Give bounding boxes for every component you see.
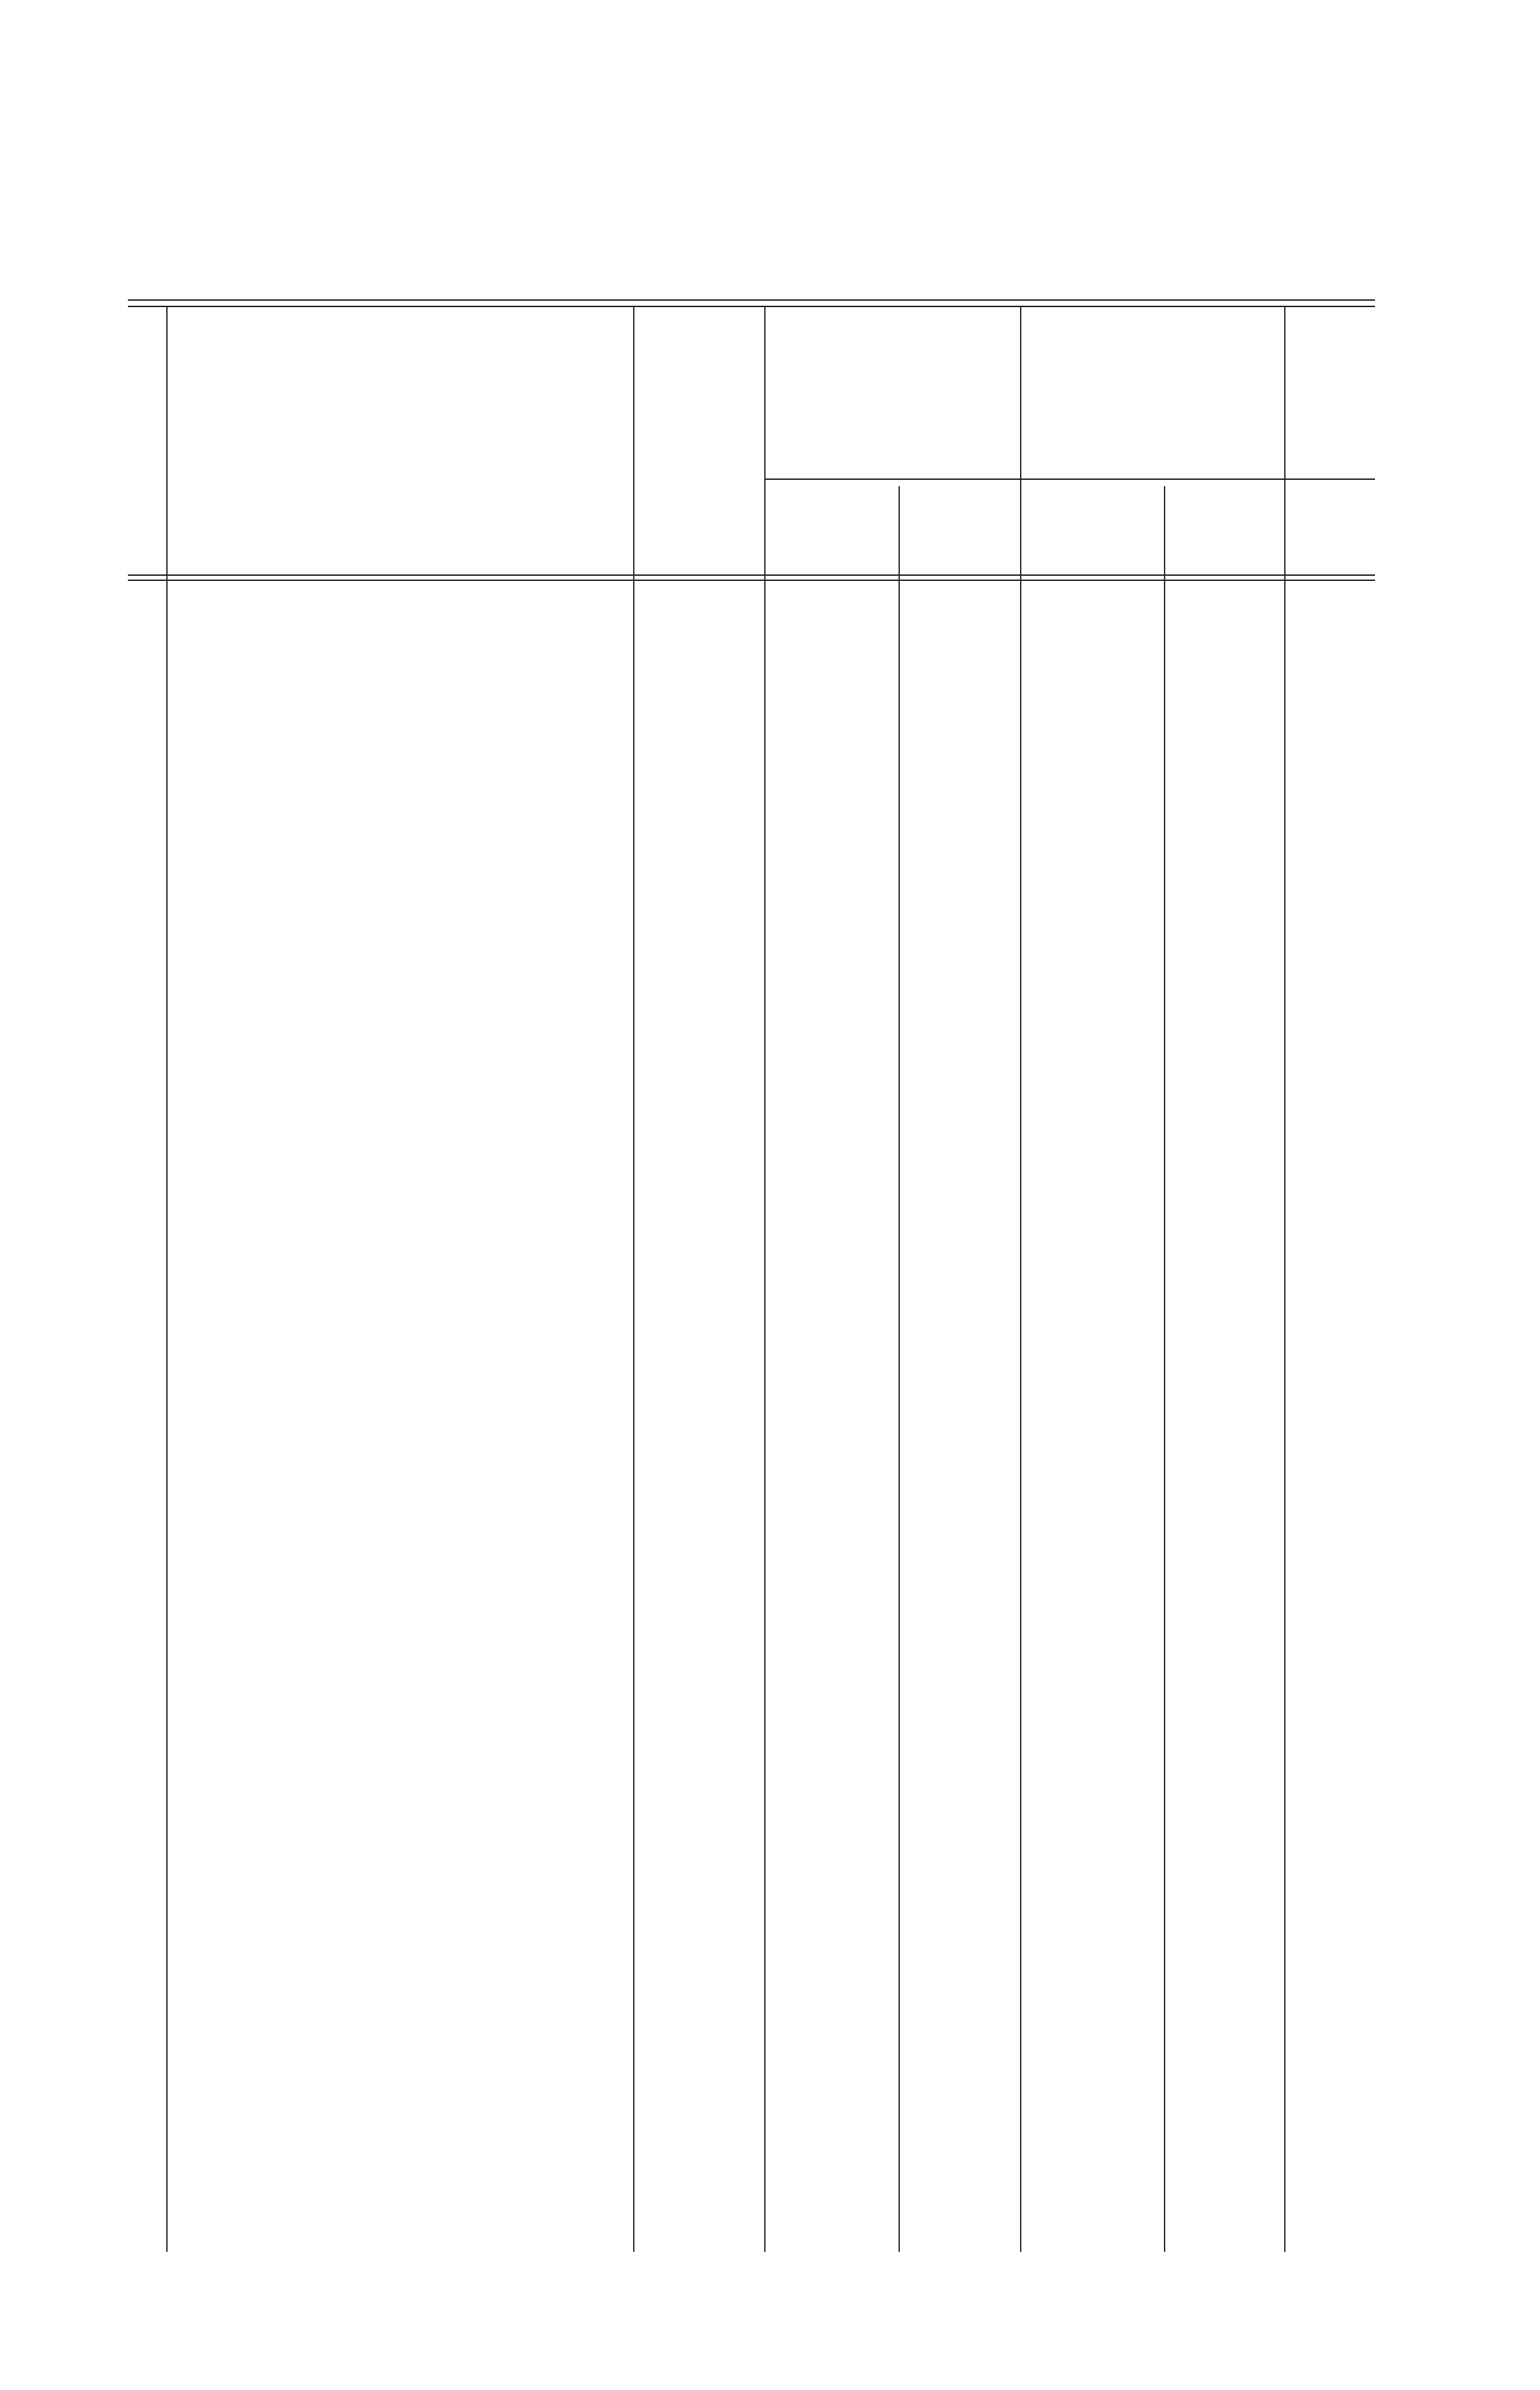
col-line-mileage xyxy=(764,307,766,2252)
col-line-barrels xyxy=(899,486,900,2252)
header-bottom-rule xyxy=(128,574,1375,576)
col-line-bushels xyxy=(1164,486,1165,2252)
top-rule-2 xyxy=(128,306,1375,307)
subheader-rule xyxy=(764,479,1375,480)
running-header xyxy=(128,144,1375,195)
col-line-grain xyxy=(1284,307,1285,2252)
col-line-flour xyxy=(1020,307,1021,2252)
col-line-name xyxy=(633,307,634,2252)
top-rule xyxy=(128,299,1375,301)
header-bottom-rule-2 xyxy=(128,580,1375,581)
col-line-number xyxy=(166,307,168,2252)
